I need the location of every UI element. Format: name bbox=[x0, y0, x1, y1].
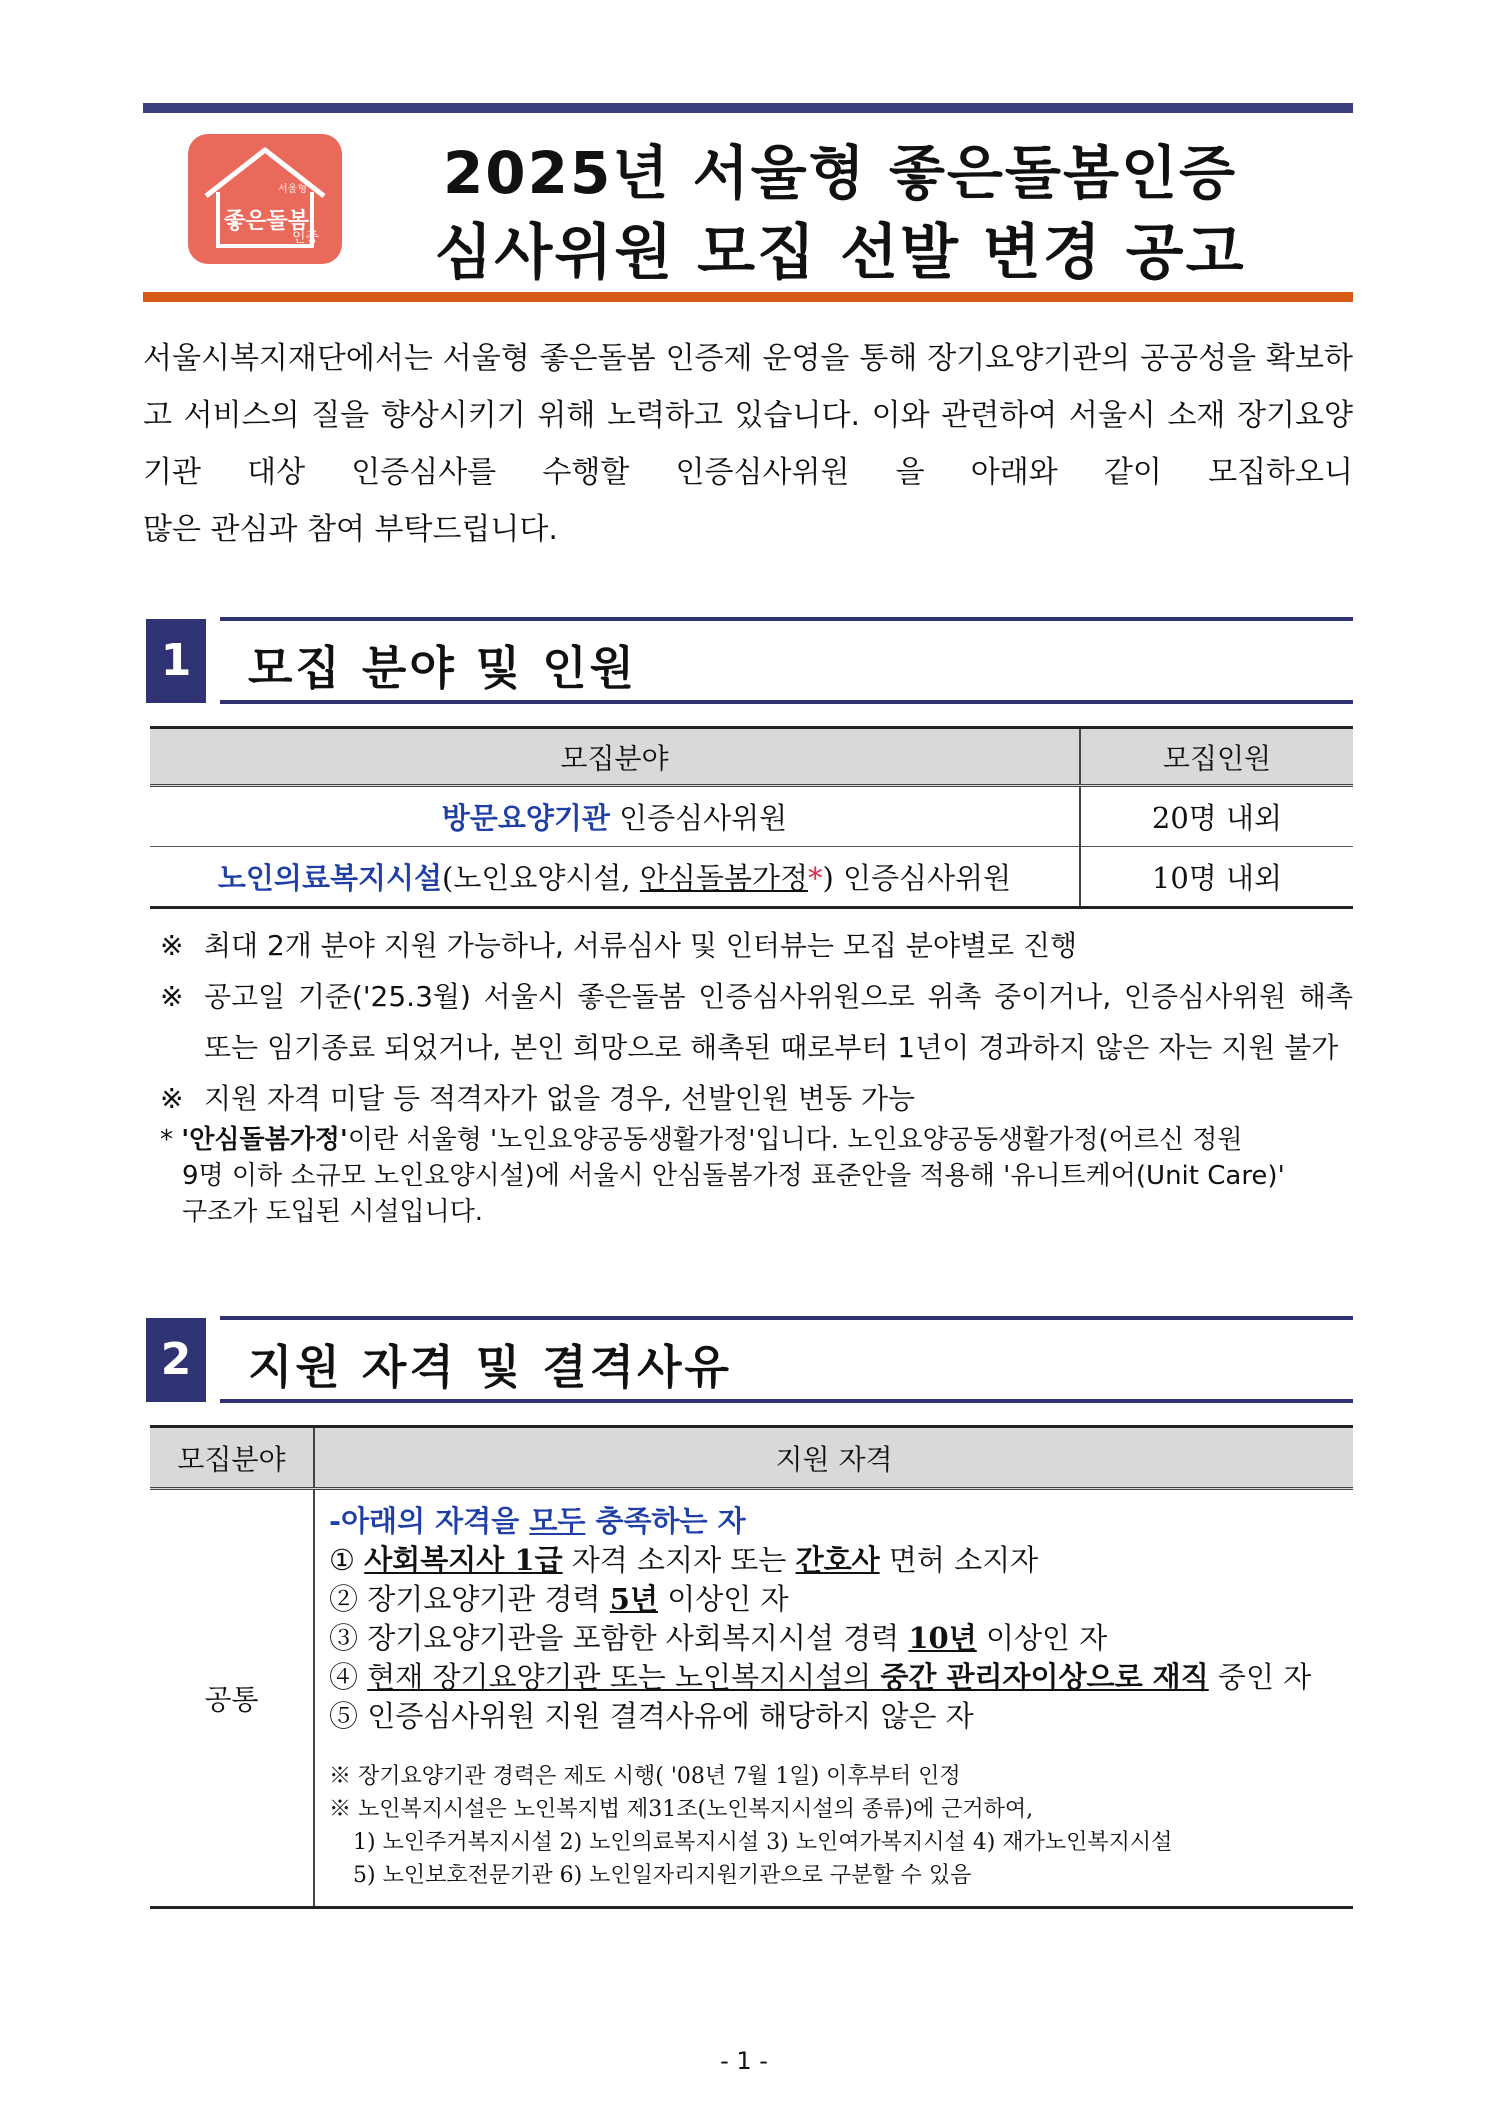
field-highlight: 방문요양기관 bbox=[441, 801, 610, 835]
intro-paragraph bbox=[143, 330, 1353, 558]
field-close: ) 인증심사위원 bbox=[822, 861, 1012, 895]
item-number: ③ bbox=[329, 1621, 359, 1655]
star-mark: * bbox=[807, 861, 823, 895]
item-text: 면허 소지자 bbox=[879, 1543, 1039, 1577]
item-number: ④ bbox=[329, 1660, 359, 1694]
header-count: 모집인원 bbox=[1080, 728, 1353, 786]
subnote: ※ 장기요양기관 경력은 제도 시행( '08년 7월 1일) 이후부터 인정 bbox=[329, 1764, 961, 1789]
item-number: ① bbox=[329, 1543, 355, 1577]
seoul-good-care-logo bbox=[188, 134, 342, 264]
category-cell: 공통 bbox=[150, 1489, 314, 1908]
table-header-row bbox=[150, 728, 1353, 786]
qualification-item bbox=[329, 1541, 1339, 1580]
table-row bbox=[150, 786, 1353, 847]
note-item bbox=[160, 920, 1353, 971]
qualification-cell bbox=[314, 1489, 1353, 1908]
note-text: 지원 자격 미달 등 적격자가 없을 경우, 선발인원 변동 가능 bbox=[204, 1082, 916, 1115]
item-text: 중인 자 bbox=[1208, 1660, 1312, 1694]
section-1-title: 모집 분야 및 인원 bbox=[248, 641, 638, 695]
section-2-title: 지원 자격 및 결격사유 bbox=[248, 1340, 732, 1394]
footnote-line: 구조가 도입된 시설입니다. bbox=[182, 1197, 484, 1227]
field-highlight: 노인의료복지시설 bbox=[217, 861, 443, 895]
item-emphasis: 5년 bbox=[609, 1582, 658, 1616]
lead-text: -아래의 자격을 bbox=[329, 1504, 530, 1538]
item-number: ⑤ bbox=[329, 1699, 359, 1733]
footnote-line: 이란 서울형 '노인요양공동생활가정'입니다. 노인요양공동생활가정(어르신 정원 bbox=[347, 1125, 1243, 1155]
item-underlined: 현재 장기요양기관 또는 노인복지시설의 bbox=[367, 1660, 881, 1694]
qualification-list bbox=[329, 1502, 1339, 1736]
header-bottom-rule bbox=[143, 292, 1353, 302]
note-mark: ※ bbox=[160, 980, 184, 1013]
item-number: ② bbox=[329, 1582, 359, 1616]
header-field: 모집분야 bbox=[150, 728, 1080, 786]
section-1-top-line bbox=[220, 617, 1353, 621]
field-rest: 인증심사위원 bbox=[609, 801, 788, 835]
item-emphasis: 10년 bbox=[908, 1621, 977, 1655]
item-text: 이상인 자 bbox=[976, 1621, 1108, 1655]
note-mark: ※ bbox=[160, 1082, 184, 1115]
subnote: ※ 노인복지시설은 노인복지법 제31조(노인복지시설의 종류)에 근거하여, bbox=[329, 1797, 1034, 1822]
intro-line-last: 많은 관심과 참여 부탁드립니다. bbox=[143, 512, 558, 547]
item-emphasis: 중간 관리자이상으로 재직 bbox=[880, 1660, 1209, 1694]
note-mark: ※ bbox=[160, 929, 184, 962]
notes-list bbox=[160, 920, 1353, 1124]
qualification-item bbox=[329, 1697, 1339, 1736]
note-item bbox=[160, 971, 1353, 1073]
item-emphasis: 사회복지사 1급 bbox=[364, 1543, 563, 1577]
qualification-item bbox=[329, 1619, 1339, 1658]
footnote-line: 9명 이하 소규모 노인요양시설)에 서울시 안심돌봄가정 표준안을 적용해 '유니트케어(Unit Care)' bbox=[182, 1161, 1285, 1191]
count-cell: 20명 내외 bbox=[1080, 786, 1353, 847]
logo-small-text: 서울형 bbox=[278, 184, 307, 195]
page-number: - 1 - bbox=[720, 2047, 768, 2075]
page-title-line-2: 심사위원 모집 선발 변경 공고 bbox=[434, 218, 1246, 288]
note-text: 최대 2개 분야 지원 가능하나, 서류심사 및 인터뷰는 모집 분야별로 진행 bbox=[204, 929, 1078, 962]
item-text: 장기요양기관을 포함한 사회복지시설 경력 bbox=[367, 1621, 909, 1655]
table-header-row bbox=[150, 1427, 1353, 1489]
field-cell bbox=[150, 786, 1080, 847]
table-row bbox=[150, 847, 1353, 908]
item-text: 장기요양기관 경력 bbox=[367, 1582, 610, 1616]
field-cell bbox=[150, 847, 1080, 908]
logo-main-text: 좋은돌봄 bbox=[224, 209, 310, 234]
section-2-top-line bbox=[220, 1316, 1353, 1320]
section-2-bottom-line bbox=[220, 1399, 1353, 1403]
section-1-bottom-line bbox=[220, 700, 1353, 704]
subnote: 5) 노인보호전문기관 6) 노인일자리지원기관으로 구분할 수 있음 bbox=[353, 1863, 972, 1888]
note-item bbox=[160, 1073, 1353, 1124]
footnote-star: * bbox=[160, 1125, 173, 1155]
item-text: 자격 소지자 또는 bbox=[562, 1543, 796, 1577]
item-text: 이상인 자 bbox=[658, 1582, 789, 1616]
recruitment-table bbox=[150, 726, 1353, 909]
intro-line: 서울시복지재단에서는 서울형 좋은돌봄 인증제 운영을 통해 장기요양기관의 공공성을 bbox=[143, 341, 1257, 376]
page-title-line-1: 2025년 서울형 좋은돌봄인증 bbox=[442, 139, 1238, 207]
note-text: 공고일 기준('25.3월) 서울시 좋은돌봄 인증심사위원으로 위촉 중이거나, 인증심사위원 해촉 또는 임기종료 되었거나, 본인 희망으로 해촉된 때로부터 1년이 경과하지 않은 자는 지원 불가 bbox=[204, 980, 1353, 1064]
qualification-lead bbox=[329, 1502, 1339, 1541]
footnote bbox=[160, 1122, 1353, 1230]
intro-line: 소재 장기요양기관 대상 인증심사를 수행할 인증심사위원 을 아래와 같이 모집하오니 bbox=[143, 398, 1353, 490]
header-qualification: 지원 자격 bbox=[314, 1427, 1353, 1489]
item-text: 인증심사위원 지원 결격사유에 해당하지 않은 자 bbox=[367, 1699, 974, 1733]
subnote: 1) 노인주거복지시설 2) 노인의료복지시설 3) 노인여가복지시설 4) 재가노인복지시설 bbox=[353, 1830, 1173, 1855]
qualification-subnotes bbox=[329, 1760, 1339, 1892]
field-open: (노인요양시설, bbox=[442, 861, 640, 895]
table-row bbox=[150, 1489, 1353, 1908]
header-field: 모집분야 bbox=[150, 1427, 314, 1489]
qualification-item bbox=[329, 1658, 1339, 1697]
footnote-term: '안심돌봄가정' bbox=[181, 1125, 348, 1155]
logo-side-text: 인증 bbox=[292, 230, 320, 246]
field-underlined: 안심돌봄가정 bbox=[639, 861, 808, 895]
item-emphasis: 간호사 bbox=[795, 1543, 880, 1577]
count-cell: 10명 내외 bbox=[1080, 847, 1353, 908]
intro-line: 확보하고 서비스의 질을 향상시키기 위해 노력하고 있습니다. 이와 관련하여 서울시 bbox=[143, 341, 1353, 433]
qualification-item bbox=[329, 1580, 1339, 1619]
lead-text: 충족하는 자 bbox=[585, 1504, 746, 1538]
qualification-table bbox=[150, 1425, 1353, 1909]
section-1-number: 1 bbox=[146, 619, 206, 703]
lead-underlined: 모두 bbox=[529, 1504, 586, 1538]
header-top-rule bbox=[143, 103, 1353, 113]
section-2-number: 2 bbox=[146, 1318, 206, 1402]
